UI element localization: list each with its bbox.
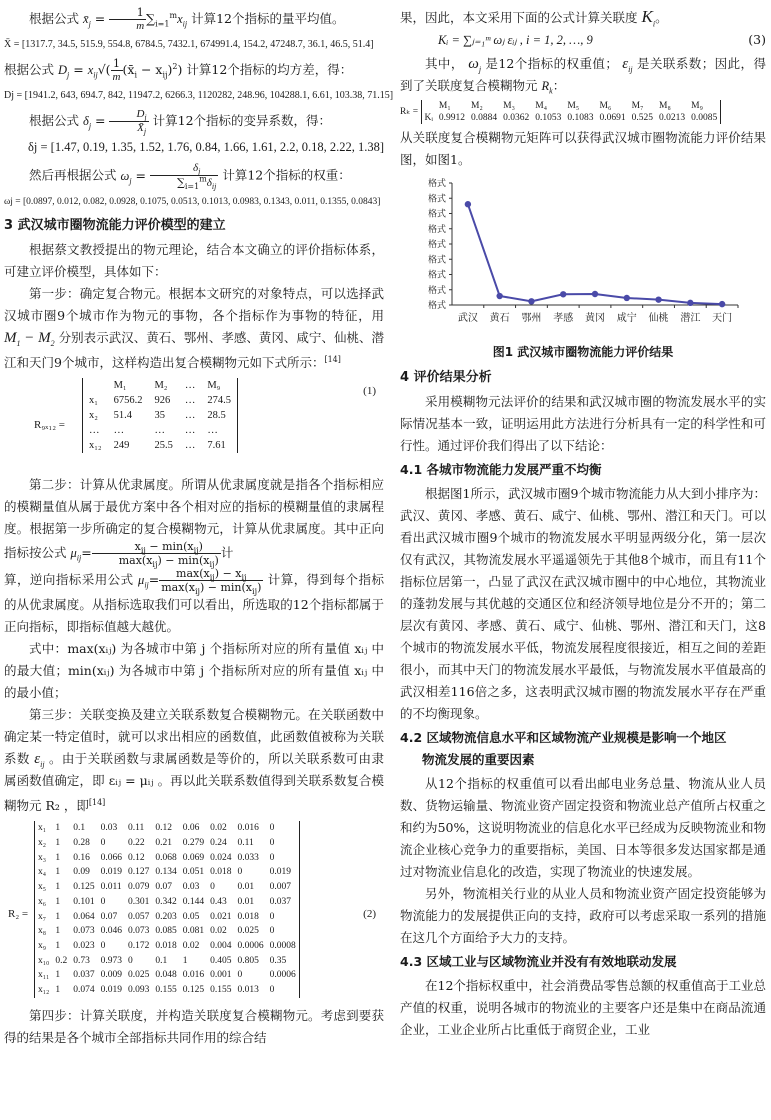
matrix-1-cell: … xyxy=(184,425,196,437)
matrix-2-cell: 0.11 xyxy=(237,838,254,849)
matrix-2-cell: 0.004 xyxy=(210,940,232,951)
matrix-1-cell: x₁ xyxy=(89,395,98,407)
para-cv: 根据公式 $\delta_j$ = $\frac{D_j}{X̄_j}$ 计算12个指标的变异系数，得： xyxy=(29,108,332,137)
matrix-2-cell: 0.074 xyxy=(73,985,95,996)
matrix-2-row xyxy=(35,983,300,998)
matrix-1-cell: 926 xyxy=(154,395,171,407)
formula-explanation: 式中：max(xᵢⱼ) 为各城市中第 j 个指标所对应的所有量值 xᵢⱼ 中的最大值；min(xᵢⱼ) 为各城市中第 j 个指标所对应的所有量值 xᵢⱼ 中的最小值； xyxy=(4,641,384,701)
matrix-2-cell: 0.144 xyxy=(182,896,205,907)
matrix-2-cell: 0.172 xyxy=(128,940,150,951)
matrix-rk-cell: M₃ xyxy=(503,101,515,111)
formula-std: $D_j = x_{ij}√$( $\frac{1}{m}$ $(x̄_i - x_{ij})^2$) xyxy=(58,57,183,83)
para-mean: 根据公式 $x̄_j$ = $\frac{1}{m}$ $\sum_{i=1}^mx_{ij}$ 计算12个指标的量平均值。 xyxy=(29,6,345,32)
matrix-2-cell: 0.405 xyxy=(210,955,232,966)
matrix-rk-cell: 0.0362 xyxy=(503,113,530,123)
matrix-1-cell: … xyxy=(184,410,196,422)
matrix-2-cell: 0.023 xyxy=(73,940,95,951)
matrix-2-row xyxy=(35,924,300,939)
matrix-rk-cell: 0.9912 xyxy=(438,113,466,123)
matrix-2-cell: 0.02 xyxy=(210,926,227,937)
matrix-rk-cell: M₈ xyxy=(659,101,671,111)
k-symbol: $K_i$ xyxy=(641,7,656,29)
matrix-rk-cell: 0.0213 xyxy=(659,113,686,123)
matrix-2-cell: 0.0008 xyxy=(269,940,296,951)
section-4-heading: 4 评价结果分析 xyxy=(400,370,492,385)
para-weight: 然后再根据公式 $\omega_j$ = $\delta_j$ $\sum_{i=1}^m\delta_{ij}$ 计算12个指标的权重： xyxy=(29,162,351,192)
matrix-1-cell: … xyxy=(89,425,100,437)
matrix-2-cell: 0.011 xyxy=(100,882,122,893)
matrix-2-cell: 0.06 xyxy=(182,823,200,834)
formula-cv: $\delta_j$ = $\frac{D_j}{X̄_j}$ xyxy=(83,108,147,137)
matrix-2-cell: 1 xyxy=(55,867,61,878)
matrix-1-row xyxy=(83,378,238,393)
matrix-2-row xyxy=(35,954,300,969)
matrix-2-row xyxy=(35,939,300,954)
matrix-2-cell: 0.0006 xyxy=(269,970,296,981)
matrix-1-cell: 249 xyxy=(113,440,130,452)
matrix-2-cell: 0 xyxy=(100,838,106,849)
matrix-2-cell: 0.101 xyxy=(73,896,95,907)
matrix-2-cell: 0.046 xyxy=(100,926,122,937)
equation-3 xyxy=(400,29,766,53)
matrix-2-cell: 0.155 xyxy=(155,985,177,996)
matrix-1-cell: 35 xyxy=(154,410,165,422)
matrix-2-cell: 0.805 xyxy=(237,955,259,966)
x-tick-label: 潜江 xyxy=(680,313,701,324)
matrix-2-cell: 0.279 xyxy=(182,838,205,849)
y-tick-label: 格式 xyxy=(427,209,446,220)
matrix-2-cell: 1 xyxy=(55,896,61,907)
matrix-2-cell: 0.019 xyxy=(100,867,122,878)
matrix-2-cell: 0.033 xyxy=(237,852,259,863)
matrix-2-cell: 0.064 xyxy=(73,911,95,922)
matrix-2-cell: 0.001 xyxy=(210,970,232,981)
matrix-2-cell: 0.024 xyxy=(210,852,232,863)
matrix-1-cell: … xyxy=(207,425,218,437)
formula-weight: $\omega_j$ = $\delta_j$ $\sum_{i=1}^m\delta_{ij}$ xyxy=(120,162,217,192)
section-4-intro: 采用模糊物元法评价的结果和武汉城市圈的物流发展水平的实际情况基本一致，证明运用此方法进行分析具有一定的科学性和可行性。通过评价我们得出了以下结论： xyxy=(400,394,766,453)
section-4-2-heading: 4.2 区域物流信息水平和区域物流产业规模是影响一个地区 物流发展的重要因素 xyxy=(400,730,727,767)
matrix-2-cell: 1 xyxy=(55,852,61,863)
matrix-rk-cell: 0.525 xyxy=(631,113,654,123)
data-point xyxy=(496,293,502,299)
formula-m1-m2: $M_1 - M_2$ xyxy=(4,330,55,348)
matrix-1-row xyxy=(83,393,238,408)
matrix-rk-cell: M₂ xyxy=(471,101,483,111)
matrix-2-cell: 0.28 xyxy=(73,838,90,849)
left-column xyxy=(4,0,394,1049)
para-weights-rk: 其中， $\omega_j$ 是12个指标的权重值； $\varepsilon_{ij}$ 是关联系数；因此，得到了关联度复合模糊物元 $R_k$： xyxy=(400,56,766,96)
matrix-2-table xyxy=(34,821,300,997)
figure-1 xyxy=(400,177,766,337)
matrix-2 xyxy=(4,821,384,1001)
matrix-2-cell: x₁ xyxy=(38,823,47,834)
matrix-2-cell: 0 xyxy=(237,970,243,981)
matrix-2-cell: 0.1 xyxy=(73,823,86,834)
matrix-2-cell: 0.07 xyxy=(100,911,118,922)
data-point xyxy=(528,298,534,304)
matrix-2-cell: 1 xyxy=(55,926,61,937)
matrix-2-row xyxy=(35,865,300,880)
matrix-2-row xyxy=(35,910,300,925)
matrix-2-row xyxy=(35,821,300,836)
figure-1-caption: 图1 武汉城市圈物流能力评价结果 xyxy=(492,345,674,359)
matrix-rk-cell: M₉ xyxy=(691,101,703,111)
matrix-2-cell: 0 xyxy=(210,882,215,893)
x-tick-label: 咸宁 xyxy=(616,313,637,324)
data-point xyxy=(592,291,598,297)
matrix-1-cell: … xyxy=(184,395,196,407)
matrix-rk-cell: 0.0884 xyxy=(471,113,498,123)
matrix-2-cell: x₂ xyxy=(38,838,47,849)
matrix-1-cell: 28.5 xyxy=(207,410,226,422)
matrix-2-cell: 0.018 xyxy=(237,911,259,922)
matrix-2-cell: 0.048 xyxy=(155,970,177,981)
matrix-2-cell: 0.05 xyxy=(182,911,200,922)
y-tick-label: 格式 xyxy=(427,255,446,266)
matrix-2-cell: 0.025 xyxy=(237,926,259,937)
matrix-1-cell: 274.5 xyxy=(207,395,231,407)
para-std: 根据公式 $D_j = x_{ij}√$( $\frac{1}{m}$ $(x̄_i - x_{ij})^2$) 计算12个指标的均方差，得： xyxy=(4,57,353,83)
matrix-2-cell: 0.342 xyxy=(155,896,177,907)
matrix-1-cell: M₂ xyxy=(154,380,168,392)
matrix-2-cell: 0 xyxy=(269,985,275,996)
matrix-1-cell: 25.5 xyxy=(154,440,173,452)
matrix-2-cell: 1 xyxy=(55,985,61,996)
matrix-2-cell: 1 xyxy=(182,955,188,966)
matrix-2-cell: 0.093 xyxy=(128,985,150,996)
right-column xyxy=(400,0,766,1041)
matrix-2-row xyxy=(35,895,300,910)
matrix-2-cell: 0.43 xyxy=(210,896,227,907)
matrix-1-cell: M₉ xyxy=(207,380,221,392)
matrix-2-cell: 1 xyxy=(55,838,61,849)
matrix-2-row xyxy=(35,836,300,851)
matrix-rk-cell: 0.1083 xyxy=(567,113,594,123)
matrix-2-cell: 0.013 xyxy=(237,985,259,996)
matrix-rk-cell xyxy=(421,100,436,112)
matrix-2-cell: 1 xyxy=(55,823,61,834)
matrix-2-row xyxy=(35,968,300,983)
matrix-1-cell: … xyxy=(184,440,196,452)
matrix-2-cell: 0.01 xyxy=(237,896,255,907)
matrix-2-row xyxy=(35,851,300,866)
mean-vector: X̄ = [1317.7, 34.5, 515.9, 554.8, 6784.5, 7432.1, 674991.4, 154.2, 47248.7, 36.1, 46.5, 51.4] xyxy=(4,39,374,50)
matrix-2-cell: 0.155 xyxy=(210,985,232,996)
section-4-2-paragraph-2: 另外，物流相关行业的从业人员和物流业资产固定投资能够为物流能力的发展提供正向的支持，政府可以考虑采取一系列的措施在这几个方面给予大力的支持。 xyxy=(400,886,766,945)
data-point xyxy=(687,300,693,306)
matrix-2-cell: 0 xyxy=(269,911,275,922)
x-tick-label: 孝感 xyxy=(553,313,574,324)
matrix-2-cell: 0.09 xyxy=(73,867,90,878)
step-2-paragraph: 第二步：计算从优隶属度。所谓从优隶属度就是指各个指标相应的模糊量值从属于最优方案中各个相对应的指标的模糊量值的隶属程度。根据第一步所确定的复合模糊物元，计算从优隶属度。其中正向指标按公式 $\mu_{ij}=$ $x_{ij} - \min(x_{ij})$ $\max(x_{ij}) - \min(x_{ij})$ 计 xyxy=(4,477,384,570)
matrix-2-cell: 0.24 xyxy=(210,838,227,849)
matrix-2-cell: 0.973 xyxy=(100,955,122,966)
matrix-2-cell: 0.068 xyxy=(155,852,177,863)
step-2-paragraph-b: 算，逆向指标采用公式 $\mu_{ij}=$ $\max(x_{ij}) - x_{ij}$ $\max(x_{ij}) - \min(x_{ij})$ 计算，得到每个指标的从优隶属度。从指标选取我们可以看出，所选取的12个指标都属于正向指标，即指标值越大越优。 xyxy=(4,567,384,635)
matrix-2-cell: 0.007 xyxy=(269,882,291,893)
matrix-2-cell: 0.134 xyxy=(155,867,177,878)
step-4-paragraph: 第四步：计算关联度，并构造关联度复合模糊物元。考虑到要获得的结果是各个城市全部指标共同作用的综合结 xyxy=(4,1008,384,1046)
rk-symbol: $R_k$ xyxy=(541,79,553,96)
y-tick-label: 格式 xyxy=(427,179,446,189)
data-point xyxy=(719,301,725,307)
omega-symbol: $\omega_j$ xyxy=(468,56,482,74)
matrix-rk-cell: M₅ xyxy=(567,101,580,111)
matrix-2-cell: 0.085 xyxy=(155,926,177,937)
matrix-2-cell: x₁₂ xyxy=(38,985,50,996)
matrix-2-cell: 0 xyxy=(237,867,243,878)
data-point xyxy=(655,296,661,302)
matrix-2-cell: 0.127 xyxy=(128,867,150,878)
matrix-2-cell: 0.01 xyxy=(237,882,255,893)
step-3-paragraph: 第三步：关联变换及建立关联系数复合模糊物元。在关联函数中确定某一特定值时，就可以求出相应的函数值，此函数值被称为关联系数 $\varepsilon_{ij}$ 。由于关联函数与隶属函数是等价的，所以关联系数可由隶属函数值确定，即 εᵢⱼ = μᵢⱼ 。再以此关联系数值得到关联系数复合模糊物元 R₂ ，即[14] xyxy=(4,707,384,814)
matrix-rk-cell: M₄ xyxy=(535,101,548,111)
step-1-paragraph: 第一步：确定复合物元。根据本文研究的对象特点，可以选择武汉城市圈9个城市作为物元的事物，各个指标作为事物的特征，用 $M_1 - M_2$ 分别表示武汉、黄石、鄂州、孝感、黄冈、咸宁、仙桃、潜江和天门9个城市，这样构造出复合模糊物元如下式所示：[14] xyxy=(4,286,384,371)
matrix-1-cell: 6756.2 xyxy=(113,395,143,407)
matrix-2-cell: 0.301 xyxy=(128,896,150,907)
matrix-2-cell: 0.073 xyxy=(128,926,150,937)
line-chart xyxy=(408,177,748,335)
matrix-2-cell: 0.1 xyxy=(155,955,168,966)
matrix-2-cell: 0.07 xyxy=(155,882,172,893)
matrix-2-cell: 0.016 xyxy=(182,970,205,981)
matrix-rk-cell: M₇ xyxy=(631,101,644,111)
matrix-1-cell: … xyxy=(184,380,196,392)
matrix-2-cell: 0.021 xyxy=(210,911,232,922)
matrix-1-cell: … xyxy=(113,425,125,437)
y-tick-label: 格式 xyxy=(427,240,446,250)
x-tick-label: 黄石 xyxy=(489,313,510,324)
matrix-2-cell: 0 xyxy=(100,896,106,907)
matrix-2-cell: 1 xyxy=(55,940,61,951)
matrix-rk-cell: 0.1053 xyxy=(535,113,562,123)
matrix-1-cell xyxy=(83,378,108,393)
matrix-1-cell: x₂ xyxy=(89,410,98,422)
matrix-rk-cell: M₁ xyxy=(438,101,451,111)
matrix-2-cell: 0.009 xyxy=(100,970,122,981)
matrix-1-row xyxy=(83,408,238,423)
matrix-2-cell: 0.037 xyxy=(269,896,291,907)
matrix-rk-cell: M₆ xyxy=(599,101,612,111)
matrix-2-cell: 0.11 xyxy=(128,823,145,834)
matrix-2-cell: 1 xyxy=(55,970,61,981)
x-tick-label: 仙桃 xyxy=(648,313,669,324)
series-line xyxy=(468,204,722,304)
matrix-2-row xyxy=(35,880,300,895)
std-vector: Dj = [1941.2, 643, 694.7, 842, 11947.2, 6266.3, 1120282, 248.96, 104288.1, 6.61, 103.38, 71.15] xyxy=(4,90,394,101)
matrix-2-cell: 0.079 xyxy=(128,882,150,893)
matrix-2-cell: 0.081 xyxy=(182,926,205,937)
matrix-2-cell: x₄ xyxy=(38,867,47,878)
para-relevance: 果，因此，本文采用下面的公式计算关联度 $K_i$。 xyxy=(400,7,668,29)
matrix-2-cell: 0.018 xyxy=(210,867,232,878)
section-4-1-heading: 4.1 各城市物流能力发展严重不均衡 xyxy=(400,462,602,477)
matrix-2-cell: 0 xyxy=(269,838,275,849)
weight-vector: ωj = [0.0897, 0.012, 0.082, 0.0928, 0.1075, 0.0513, 0.1013, 0.0983, 0.1343, 0.011, 0.1355, 0.0843] xyxy=(4,197,381,207)
cv-vector: δj = [1.47, 0.19, 1.35, 1.52, 1.76, 0.84, 1.66, 1.61, 2.2, 0.18, 2.22, 1.38] xyxy=(28,140,384,154)
matrix-2-cell: 0.066 xyxy=(100,852,122,863)
matrix-1-cell: 7.61 xyxy=(207,440,226,452)
matrix-2-cell: x₆ xyxy=(38,896,47,907)
matrix-1-label: R₉ₓ₁₂ = xyxy=(34,419,65,432)
matrix-2-cell: 0.2 xyxy=(55,955,68,966)
data-point xyxy=(624,295,630,301)
matrix-1-row xyxy=(83,423,238,438)
matrix-2-cell: x₅ xyxy=(38,882,47,893)
matrix-2-cell: 0.203 xyxy=(155,911,177,922)
matrix-2-cell: 0.018 xyxy=(155,940,177,951)
epsilon-symbol: $\varepsilon_{ij}$ xyxy=(34,751,45,770)
data-point xyxy=(465,201,471,207)
matrix-2-cell: 0.21 xyxy=(155,838,172,849)
matrix-2-cell: x₃ xyxy=(38,852,47,863)
matrix-1-cell: M₁ xyxy=(113,380,127,392)
matrix-1 xyxy=(4,378,384,470)
section-4-3-heading: 4.3 区域工业与区域物流业并没有有效地联动发展 xyxy=(400,954,677,969)
matrix-2-cell: 0.125 xyxy=(73,882,95,893)
y-tick-label: 格式 xyxy=(427,285,446,296)
section-3-heading: 3 武汉城市圈物流能力评价模型的建立 xyxy=(4,218,226,233)
matrix-2-cell: 0.22 xyxy=(128,838,145,849)
matrix-2-cell: 0.02 xyxy=(210,823,227,834)
matrix-2-cell: x₈ xyxy=(38,926,47,937)
section-4-2-paragraph-1: 从12个指标的权重值可以看出邮电业务总量、物流从业人员数、货物运输量、物流业资产固定投资和物流业总产值所占权重之和约为50%，这说明物流业的信息化水平已经成为反映物流业和物流企业核心竞争力的重要指标，美国、日本等很多发达国家都是通过对物流业信息化的改造，实现了物流业的快速发展。 xyxy=(400,776,766,879)
data-point xyxy=(560,291,566,297)
matrix-2-cell: x₁₀ xyxy=(38,955,50,966)
matrix-rk-table xyxy=(421,100,722,124)
matrix-rk-row xyxy=(421,100,721,112)
matrix-2-cell: 0.025 xyxy=(128,970,150,981)
formula-mean: $x̄_j$ = $\frac{1}{m}$ $\sum_{i=1}^mx_{ij}$ xyxy=(83,6,188,32)
section-4-1-paragraph: 根据图1所示，武汉城市圈9个城市物流能力从大到小排序为：武汉、黄冈、孝感、黄石、咸宁、仙桃、鄂州、潜江和天门。可以看出武汉城市圈9个城市的物流发展水平明显两级分化，第一层次仅有武汉，其物流发展水平遥遥领先于其他8个城市，而且有11个指标位居第一，凸显了武汉在武汉城市圈中的中心地位，其物流业的蓬勃发展与其优越的交通区位和经济领导地位是分不开的；第二层次有黄冈、孝感、黄石、咸宁、仙桃、鄂州、潜江和天门，这8个城市的物流发展水平低，物流发展程度很接近，相互之间的差距很小，而其中天门的物流发展水平最低，与物流发展水平值最高的武汉相差116倍之多，这表明武汉城市圈的物流发展水平存在严重的不均衡现象。 xyxy=(400,486,766,721)
matrix-2-cell: 0.35 xyxy=(269,955,287,966)
section-4-3-paragraph: 在12个指标权重中，社会消费品零售总额的权重值高于工业总产值的权重，说明各城市的物流业的主要客户还是集中在商品流通企业，工业企业所占比重低于商贸企业，工业 xyxy=(400,978,766,1037)
y-tick-label: 格式 xyxy=(427,270,446,281)
matrix-2-cell: 0.057 xyxy=(128,911,150,922)
matrix-2-cell: 0.12 xyxy=(128,852,145,863)
matrix-2-cell: 0.02 xyxy=(182,940,200,951)
matrix-2-cell: 0 xyxy=(269,852,275,863)
matrix-2-cell: 0.019 xyxy=(100,985,122,996)
x-tick-label: 黄冈 xyxy=(585,313,605,324)
matrix-rk-cell: 0.0085 xyxy=(691,113,718,123)
matrix-2-cell: 1 xyxy=(55,911,61,922)
matrix-1-cell: x₁₂ xyxy=(89,440,102,452)
matrix-2-cell: 0 xyxy=(100,940,106,951)
equation-3-body: Kᵢ = ∑ⱼ₌₁ᵐ ωⱼ εᵢⱼ , i = 1, 2, …, 9 xyxy=(438,33,593,47)
matrix-2-cell: 0.12 xyxy=(155,823,172,834)
y-tick-label: 格式 xyxy=(427,301,446,311)
formula-positive: $\mu_{ij}=$ $x_{ij} - \min(x_{ij})$ $\max(x_{ij}) - \min(x_{ij})$ xyxy=(70,540,219,570)
matrix-2-cell: x₇ xyxy=(38,911,47,922)
x-tick-label: 天门 xyxy=(712,313,733,324)
matrix-1-number: (1) xyxy=(363,385,376,398)
para-figure-ref: 从关联度复合模糊物元矩阵可以获得武汉城市圈物流能力评价结果图，如图1。 xyxy=(400,130,766,167)
matrix-2-cell: 0 xyxy=(128,955,133,966)
matrix-2-cell: 0.16 xyxy=(73,852,90,863)
matrix-rk-cell: Kᵢ xyxy=(424,113,433,123)
matrix-2-cell: 0.037 xyxy=(73,970,95,981)
matrix-2-cell: 0.073 xyxy=(73,926,95,937)
matrix-2-cell: 0.0006 xyxy=(237,940,264,951)
matrix-2-cell: 0.069 xyxy=(182,852,205,863)
matrix-1-cell: 51.4 xyxy=(113,410,132,422)
matrix-2-cell: 0 xyxy=(269,823,275,834)
matrix-2-cell: 0 xyxy=(269,926,275,937)
matrix-rk-row xyxy=(421,112,721,124)
matrix-rk-cell: 0.0691 xyxy=(599,113,626,123)
matrix-2-cell: 0.03 xyxy=(182,882,200,893)
y-tick-label: 格式 xyxy=(427,194,446,205)
matrix-1-row xyxy=(83,438,238,453)
matrix-2-cell: 0.03 xyxy=(100,823,118,834)
matrix-2-cell: x₉ xyxy=(38,940,47,951)
matrix-2-label: R₂ = xyxy=(8,908,29,921)
matrix-2-cell: 0.019 xyxy=(269,867,291,878)
x-tick-label: 武汉 xyxy=(457,313,478,324)
section-3-intro: 根据蔡文教授提出的物元理论，结合本文确立的评价指标体系，可建立评价模型，具体如下： xyxy=(4,242,384,279)
epsilon-symbol-r: $\varepsilon_{ij}$ xyxy=(622,56,633,74)
equation-3-number: (3) xyxy=(748,32,766,47)
matrix-2-cell: 0.051 xyxy=(182,867,205,878)
y-tick-label: 格式 xyxy=(427,224,446,235)
matrix-2-cell: 1 xyxy=(55,882,61,893)
matrix-1-table xyxy=(82,378,238,453)
formula-negative: $\mu_{ij}=$ $\max(x_{ij}) - x_{ij}$ $\max(x_{ij}) - \min(x_{ij})$ xyxy=(138,567,262,597)
matrix-2-number: (2) xyxy=(363,908,376,921)
matrix-rk xyxy=(400,100,766,124)
matrix-rk-label: Rₖ = xyxy=(400,107,419,118)
matrix-2-cell: 0.73 xyxy=(73,955,90,966)
matrix-2-cell: x₁₁ xyxy=(38,970,50,981)
matrix-1-cell: … xyxy=(154,425,165,437)
matrix-2-cell: 0.016 xyxy=(237,823,259,834)
matrix-2-cell: 0.125 xyxy=(182,985,205,996)
x-tick-label: 鄂州 xyxy=(521,313,542,324)
